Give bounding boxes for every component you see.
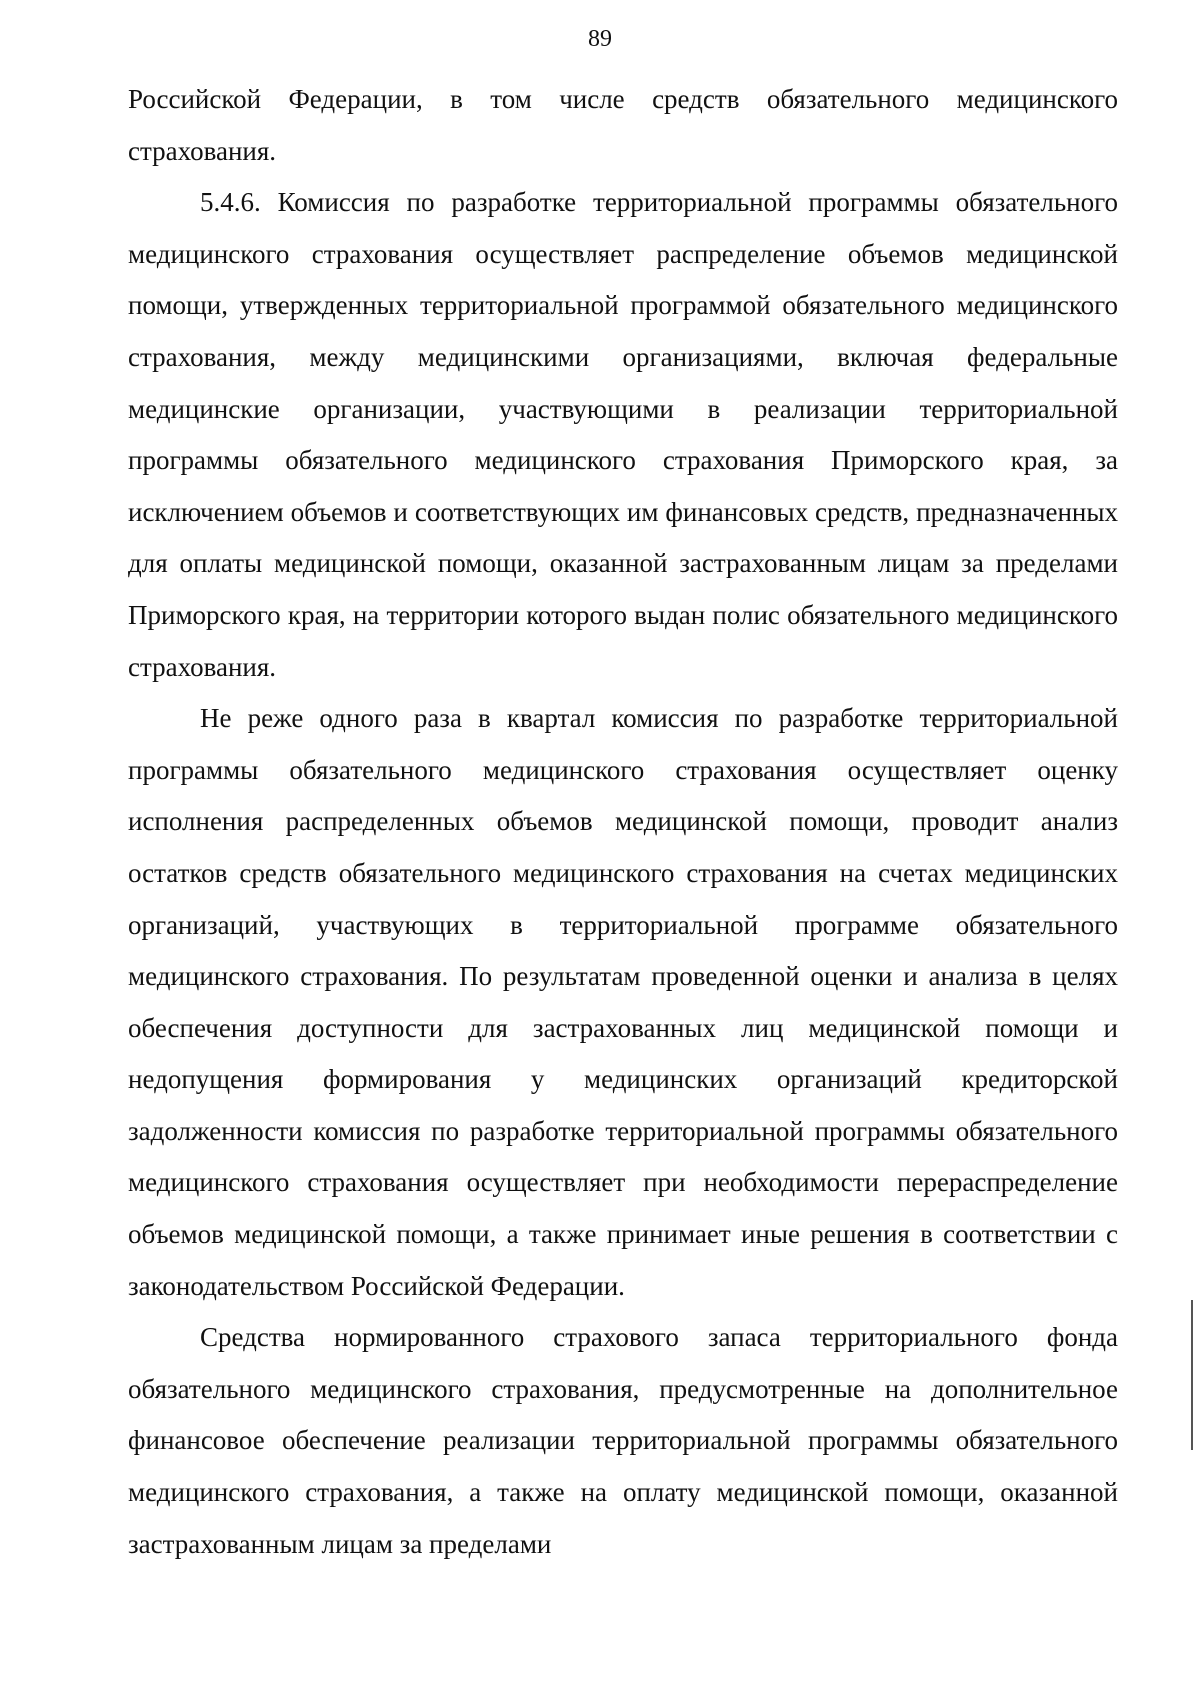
document-body (128, 74, 1118, 1570)
paragraph-5-4-6: 5.4.6. Комиссия по разработке территориальной программы обязательного медицинского страхования осуществляет распределение объемов медицинской помощи, утвержденных территориальной программой обязательного медицинского страхования, между медицинскими организациями, включая федеральные медицинские организации, участвующими в реализации территориальной программы обязательного медицинского страхования Приморского края, за исключением объемов и соответствующих им финансовых средств, предназначенных для оплаты медицинской помощи, оказанной застрахованным лицам за пределами Приморского края, на территории которого выдан полис обязательного медицинского страхования. (128, 187, 1118, 682)
paragraph-insurance-reserve: Средства нормированного страхового запаса территориального фонда обязательного медицинского страхования, предусмотренные на дополнительное финансовое обеспечение реализации территориальной программы обязательного медицинского страхования, а также на оплату медицинской помощи, оказанной застрахованным лицам за пределами (128, 1322, 1118, 1559)
paragraph-continuation: Российской Федерации, в том числе средств обязательного медицинского страхования. (128, 84, 1118, 166)
paragraph-quarterly-assessment: Не реже одного раза в квартал комиссия по разработке территориальной программы обязательного медицинского страхования осуществляет оценку исполнения распределенных объемов медицинской помощи, проводит анализ остатков средств обязательного медицинского страхования на счетах медицинских организаций, участвующих в территориальной программе обязательного медицинского страхования. По результатам проведенной оценки и анализа в целях обеспечения доступности для застрахованных лиц медицинской помощи и недопущения формирования у медицинских организаций кредиторской задолженности комиссия по разработке территориальной программы обязательного медицинского страхования осуществляет при необходимости перераспределение объемов медицинской помощи, а также принимает иные решения в соответствии с законодательством Российской Федерации. (128, 703, 1118, 1301)
margin-line (1191, 1300, 1193, 1450)
page-number: 89 (588, 26, 612, 52)
